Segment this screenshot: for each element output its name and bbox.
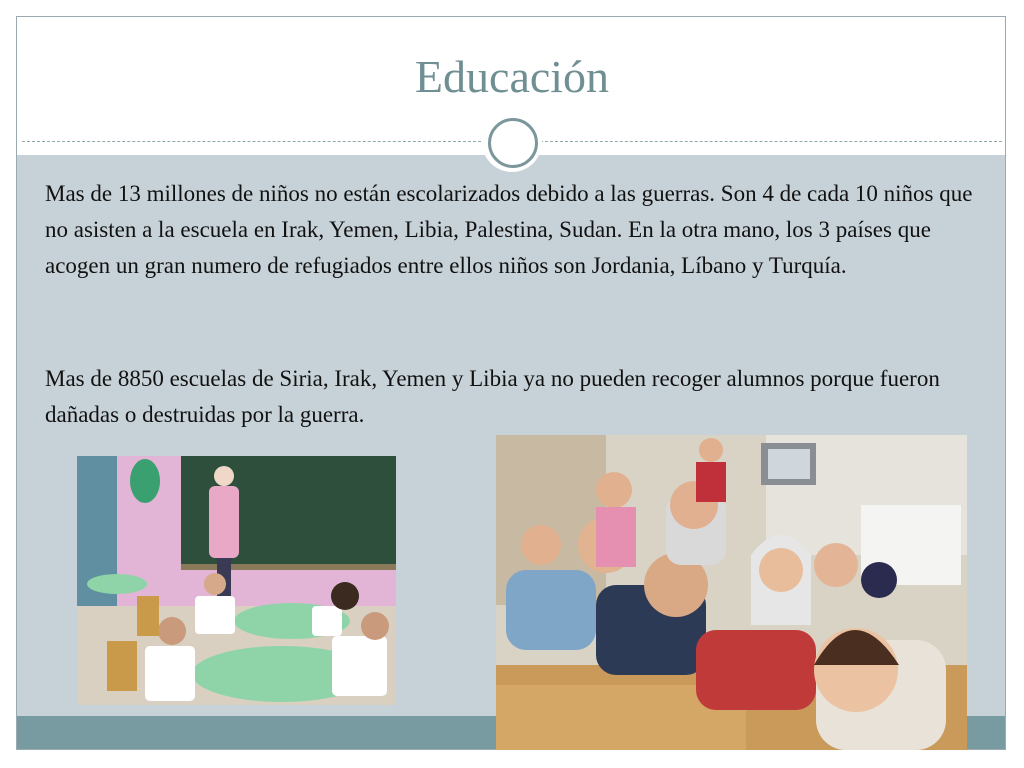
- slide-title: Educación: [414, 51, 610, 102]
- paragraph-1: Mas de 13 millones de niños no están escolarizados debido a las guerras. Son 4 de cada 10 niños que no asisten a la escuela en Irak, Yemen, Libia, Palestina, Sudan. En la otra mano, los 3 países que acogen un gran numero de refugiados entre ellos niños son Jordania, Líbano y Turquía.: [45, 181, 973, 278]
- paragraph-2: Mas de 8850 escuelas de Siria, Irak, Yemen y Libia ya no pueden recoger alumnos porque fueron dañadas o destruidas por la guerra.: [45, 366, 940, 427]
- children-photo: [496, 435, 967, 750]
- circle-ornament-icon: [482, 112, 542, 172]
- classroom-photo: [77, 456, 396, 705]
- title-divider-right: [540, 141, 1002, 142]
- title-divider-left: [22, 141, 486, 142]
